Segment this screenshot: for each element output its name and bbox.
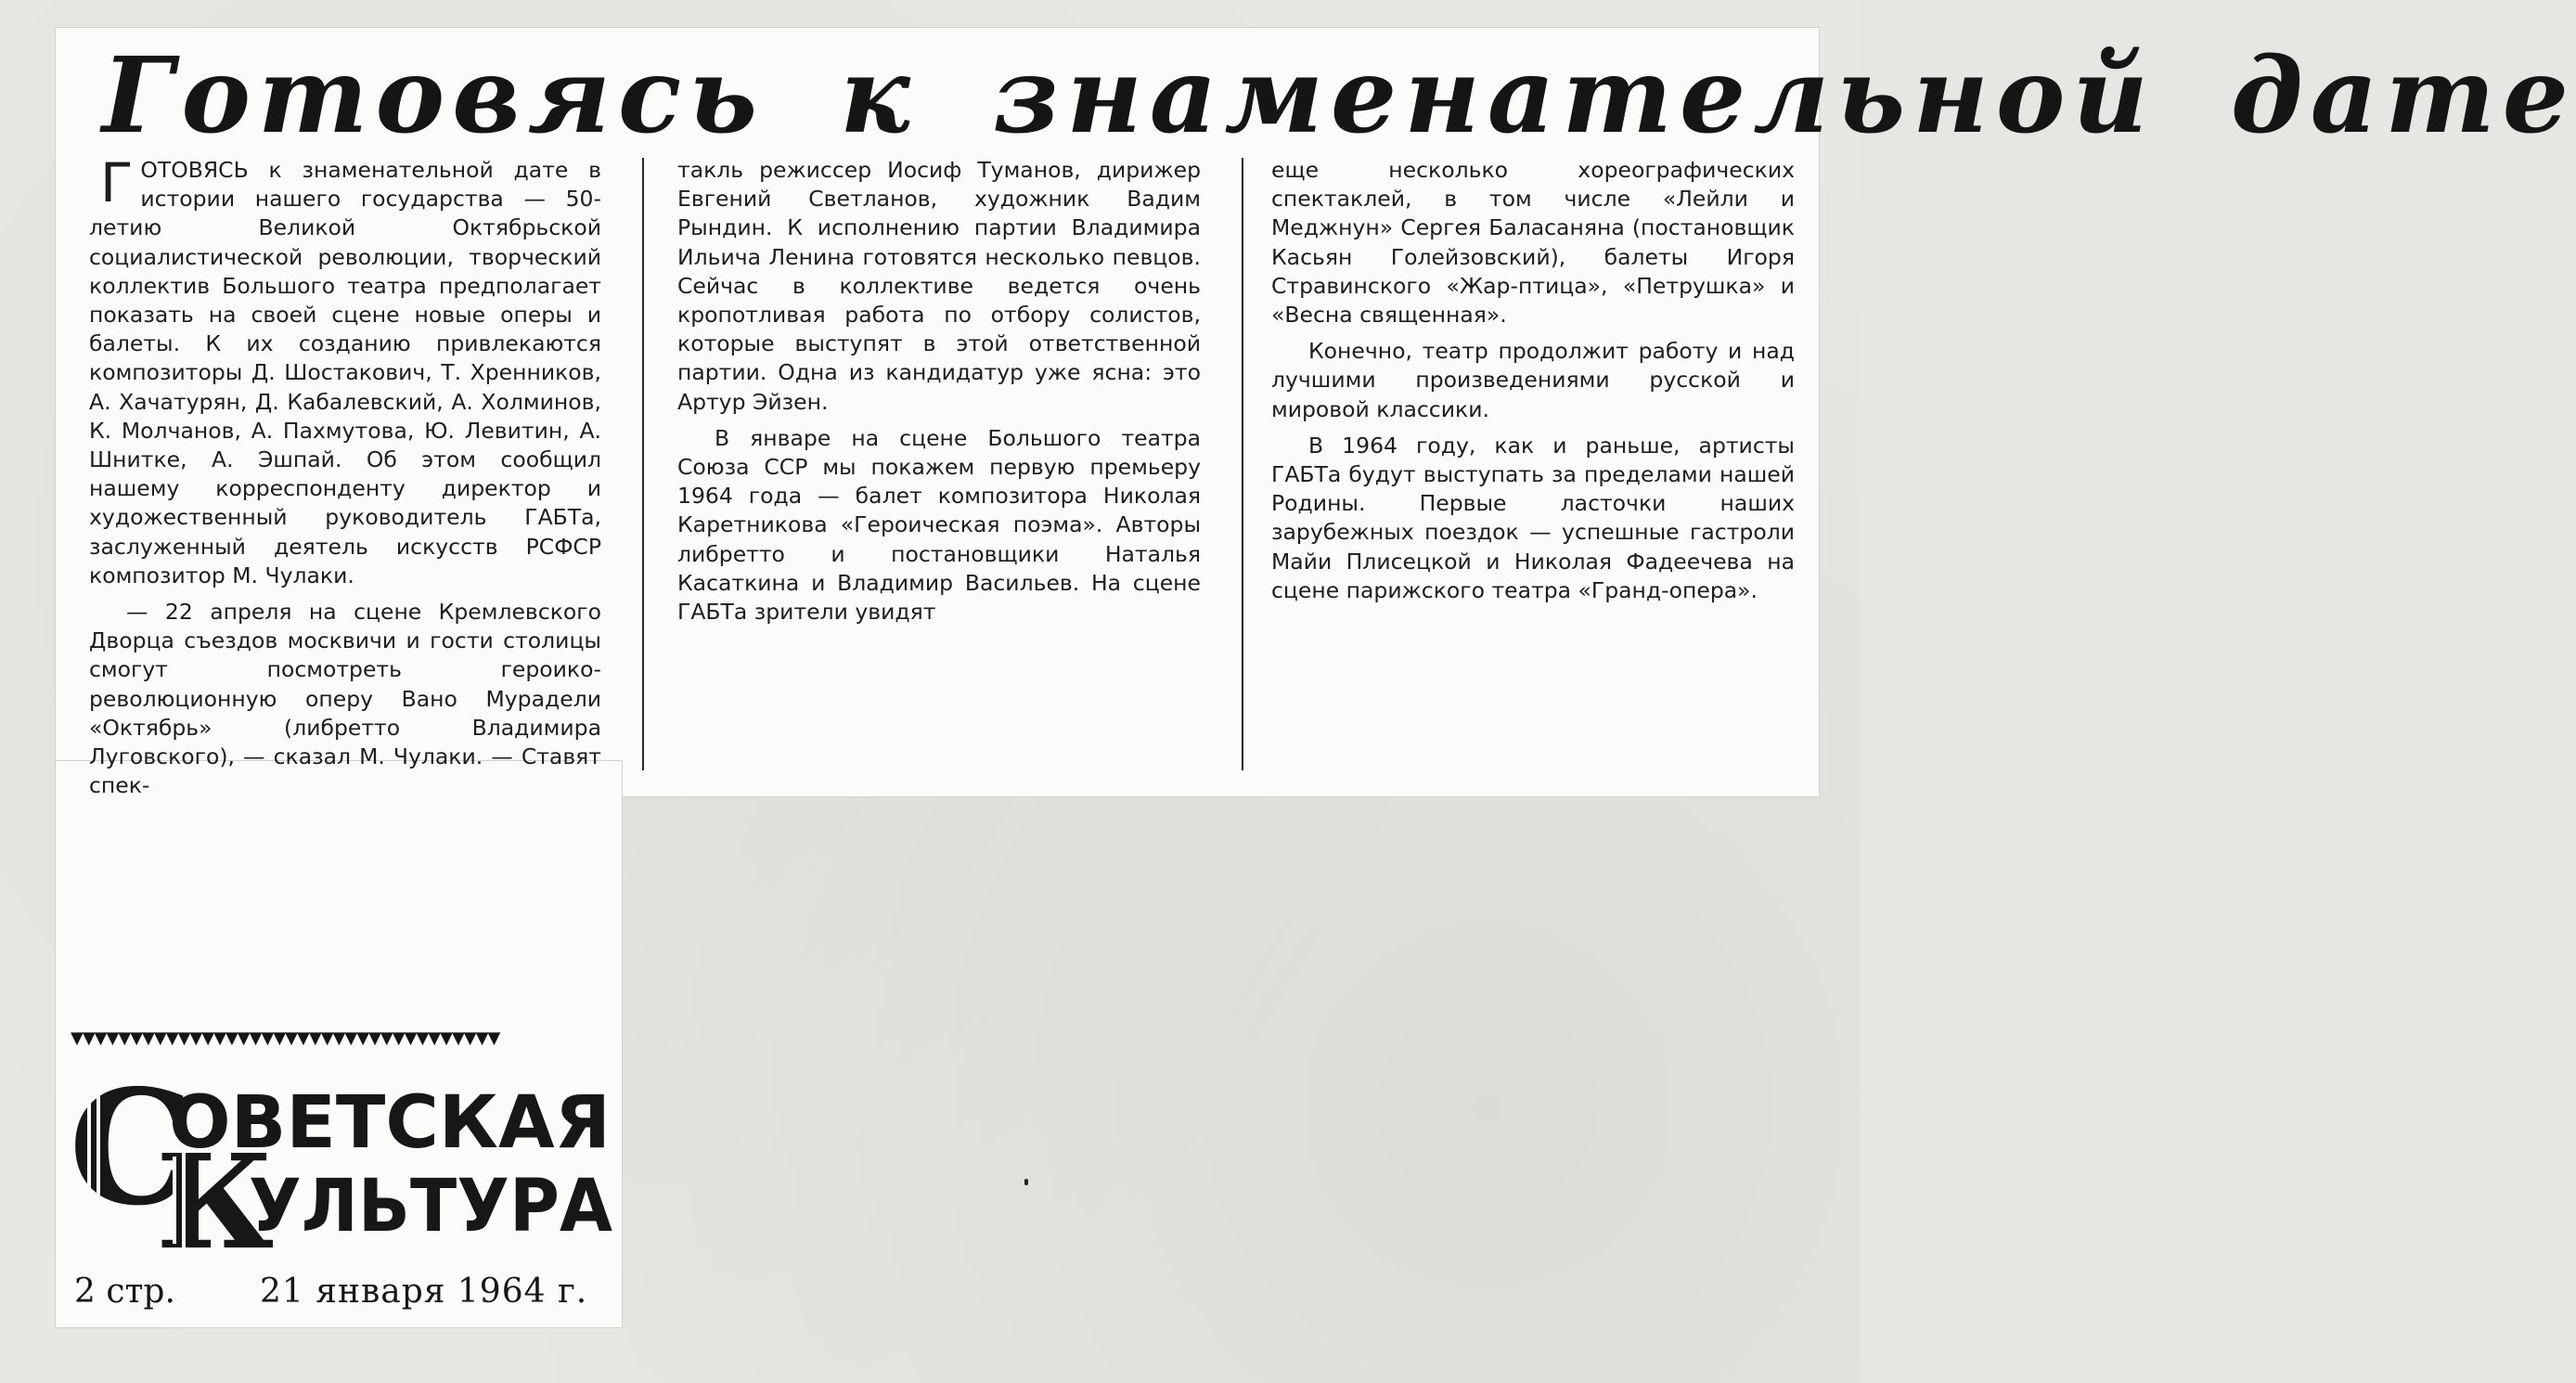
- masthead-line-2: УЛЬТУРА: [249, 1165, 612, 1248]
- article-paragraph: [89, 151, 601, 590]
- article-column-1: [89, 151, 601, 808]
- drop-cap: Г: [100, 151, 134, 214]
- page-number: 2 стр.: [74, 1273, 175, 1311]
- article-column-3: [1271, 156, 1795, 613]
- issue-date: 21 января 1964 г.: [260, 1273, 588, 1311]
- newspaper-masthead-logo: [67, 1055, 624, 1279]
- column-divider: [1242, 158, 1243, 770]
- article-paragraph: еще несколько хореографических спектаклей, в том числе «Лейли и Меджнун» Сергея Баласаняна (постановщик Касьян Голейзовский), балеты Игоря Стравинского «Жар-птица», «Петрушка» и «Весна священная».: [1271, 157, 1795, 329]
- article-paragraph: Конечно, театр продолжит работу и над лучшими произведениями русской и мировой классики.: [1271, 338, 1795, 422]
- article-paragraph: такль режиссер Иосиф Туманов, дирижер Евгений Светланов, художник Вадим Рындин. К исполнению партии Владимира Ильича Ленина готовятся несколько певцов. Сейчас в коллективе ведется очень кропотливая работа по отбору солистов, которые выступят в этой ответственной партии. Одна из кандидатур уже ясна: это Артур Эйзен.: [677, 157, 1201, 415]
- article-paragraph: — 22 апреля на сцене Кремлевского Дворца съездов москвичи и гости столицы смогут посмотреть героико-революционную оперу Вано Мурадели «Октябрь» (либретто Владимира Луговского), — сказал М. Чулаки. — Ставят спек-: [89, 599, 601, 799]
- triangle-ornament-rule: ▼▼▼▼▼▼▼▼▼▼▼▼▼▼▼▼▼▼▼▼▼▼▼▼▼▼▼▼▼▼▼▼▼▼▼▼: [71, 1028, 500, 1048]
- article-paragraph: В январе на сцене Большого театра Союза ССР мы покажем первую премьеру 1964 года — балет композитора Николая Каретникова «Героическая поэма». Авторы либретто и постановщики Наталья Касаткина и Владимир Васильев. На сцене ГАБТа зрители увидят: [677, 424, 1201, 626]
- masthead-logo-svg: [67, 1055, 624, 1279]
- masthead-big-letter-2: К: [156, 1127, 275, 1279]
- column-divider: [642, 158, 644, 770]
- paragraph-text: ОТОВЯСЬ к знаменательной дате в истории нашего государства — 50-летию Великой Октябрьской социалистической революции, творческий коллектив Большого театра предполагает показать на своей сцене новые оперы и балеты. К их созданию привлекаются композиторы Д. Шостакович, Т. Хренников, А. Хачатурян, Д. Кабалевский, А. Холминов, К. Молчанов, А. Пахмутова, Ю. Левитин, А. Шнитке, А. Эшпай. Об этом сообщил нашему корреспонденту директор и художественный руководитель ГАБТа, заслуженный деятель искусств РСФСР композитор М. Чулаки.: [89, 157, 601, 588]
- article-headline: Готовясь к знаменательной дате: [102, 35, 2576, 157]
- article-paragraph: В 1964 году, как и раньше, артисты ГАБТа будут выступать за пределами нашей Родины. Первые ласточки наших зарубежных поездок — успешные гастроли Майи Плисецкой и Николая Фадеечева на сцене парижского театра «Гранд-опера».: [1271, 432, 1795, 603]
- masthead-big-letter-1: С: [69, 1055, 195, 1241]
- ink-speck: [1024, 1179, 1028, 1185]
- article-column-2: [677, 156, 1201, 634]
- masthead-line-1: ОВЕТСКАЯ: [169, 1081, 611, 1165]
